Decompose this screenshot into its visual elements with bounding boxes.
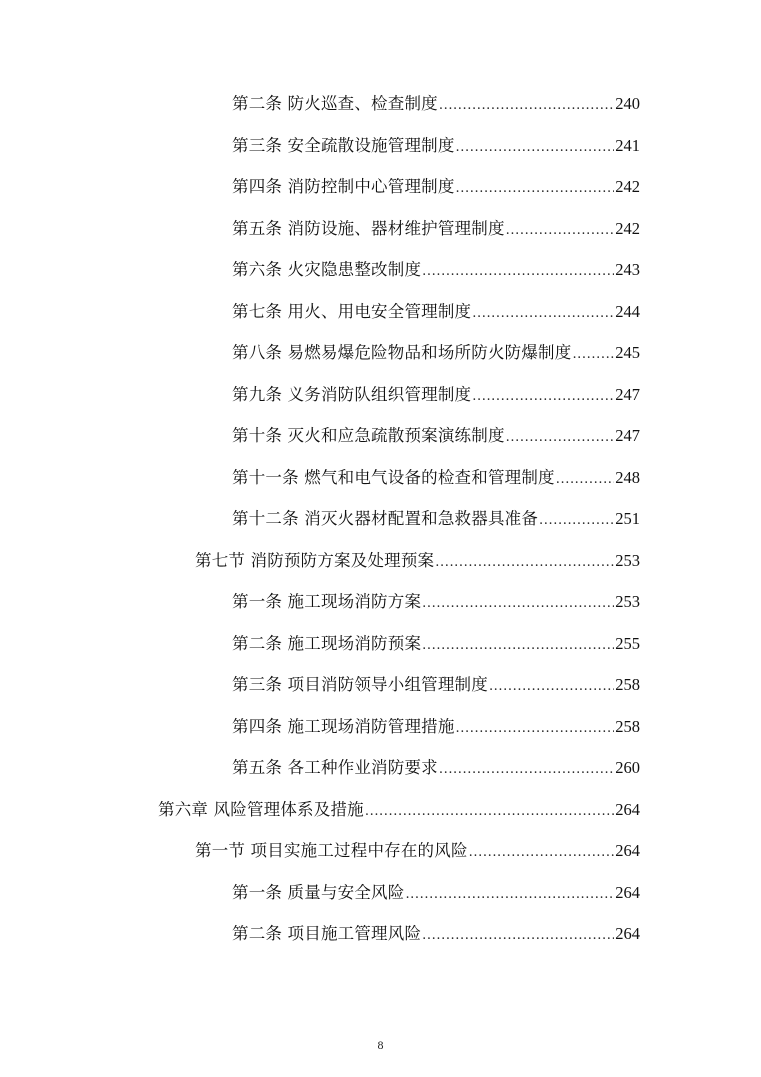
toc-entry-title: 第五条 各工种作业消防要求 (232, 758, 438, 777)
dot-leader (469, 838, 615, 868)
toc-entry-page: 242 (615, 218, 640, 238)
toc-entry-title: 第五条 消防设施、器材维护管理制度 (232, 218, 505, 238)
dot-leader (489, 672, 614, 702)
toc-entry-title: 第三条 安全疏散设施管理制度 (232, 135, 455, 155)
dot-leader (422, 921, 614, 951)
toc-entry-title: 第十二条 消灭火器材配置和急救器具准备 (232, 509, 539, 528)
toc-entry-title: 第三条 项目消防领导小组管理制度 (232, 675, 488, 694)
toc-entry-page: 242 (615, 177, 640, 196)
toc-entry-title: 第四条 消防控制中心管理制度 (232, 177, 455, 196)
toc-entry-page: 264 (615, 924, 640, 943)
toc-entry-page: 247 (615, 426, 640, 445)
toc-entry[interactable] (158, 795, 640, 825)
dot-leader (439, 755, 614, 785)
dot-leader (472, 382, 614, 412)
toc-entry-title: 第十条 灭火和应急疏散预案演练制度 (232, 426, 505, 445)
toc-entry[interactable] (232, 919, 640, 949)
toc-entry[interactable] (232, 214, 640, 244)
dot-leader (472, 299, 614, 329)
toc-entry-page: 253 (615, 592, 640, 611)
toc-entry-page: 244 (615, 301, 640, 321)
toc-entry-title: 第六条 火灾隐患整改制度 (232, 260, 422, 279)
toc-entry-page: 241 (615, 135, 640, 155)
dot-leader (365, 797, 614, 827)
toc-entry[interactable] (232, 629, 640, 659)
toc-entry-page: 255 (615, 633, 640, 653)
toc-entry-page: 253 (615, 550, 640, 570)
dot-leader (539, 506, 614, 536)
toc-entry[interactable] (232, 255, 640, 285)
toc-entry[interactable] (195, 546, 640, 576)
toc-entry-title: 第二条 施工现场消防预案 (232, 633, 422, 653)
dot-leader (506, 216, 615, 246)
toc-entry-title: 第一条 质量与安全风险 (232, 882, 405, 902)
dot-leader (422, 257, 614, 287)
toc-entry[interactable] (232, 380, 640, 410)
toc-entry-title: 第一节 项目实施工过程中存在的风险 (195, 841, 468, 860)
toc-entry-page: 251 (615, 509, 640, 528)
toc-entry-page: 240 (615, 94, 640, 113)
dot-leader (422, 589, 614, 619)
toc-entry-title: 第二条 防火巡查、检查制度 (232, 94, 438, 113)
dot-leader (572, 340, 614, 370)
toc-entry-page: 264 (615, 882, 640, 902)
toc-entry-title: 第十一条 燃气和电气设备的检查和管理制度 (232, 467, 555, 487)
toc-entry-title: 第八条 易燃易爆危险物品和场所防火防爆制度 (232, 343, 572, 362)
dot-leader (506, 423, 615, 453)
toc-entry[interactable] (232, 712, 640, 742)
dot-leader (556, 465, 615, 495)
dot-leader (405, 880, 614, 910)
toc-entry[interactable] (232, 172, 640, 202)
toc-entry-page: 247 (615, 384, 640, 404)
toc-entry[interactable] (232, 338, 640, 368)
toc-entry-page: 245 (615, 343, 640, 362)
toc-entry[interactable] (232, 421, 640, 451)
toc-entry[interactable] (232, 670, 640, 700)
toc-entry[interactable] (195, 836, 640, 866)
toc-entry[interactable] (232, 297, 640, 327)
toc-entry[interactable] (232, 587, 640, 617)
toc-entry-page: 258 (615, 716, 640, 736)
toc-entry[interactable] (232, 504, 640, 534)
toc-entry[interactable] (232, 131, 640, 161)
toc-entry-page: 260 (615, 758, 640, 777)
toc-entry-title: 第七节 消防预防方案及处理预案 (195, 550, 435, 570)
toc-entry-page: 258 (615, 675, 640, 694)
toc-entry-title: 第一条 施工现场消防方案 (232, 592, 422, 611)
toc-entry-page: 243 (615, 260, 640, 279)
dot-leader (439, 91, 614, 121)
toc-entry[interactable] (232, 753, 640, 783)
dot-leader (456, 133, 615, 163)
dot-leader (435, 548, 614, 578)
toc-entry[interactable] (232, 463, 640, 493)
toc-entry-title: 第二条 项目施工管理风险 (232, 924, 422, 943)
toc-entry-title: 第七条 用火、用电安全管理制度 (232, 301, 472, 321)
dot-leader (456, 174, 615, 204)
toc-entry[interactable] (232, 89, 640, 119)
dot-leader (422, 631, 614, 661)
toc-entry-title: 第四条 施工现场消防管理措施 (232, 716, 455, 736)
toc-entry-page: 248 (615, 467, 640, 487)
toc-entry-page: 264 (615, 841, 640, 860)
toc-entry-page: 264 (615, 799, 640, 819)
dot-leader (456, 714, 615, 744)
toc-entry-title: 第九条 义务消防队组织管理制度 (232, 384, 472, 404)
footer-page-number: 8 (377, 1038, 384, 1052)
toc-entry-title: 第六章 风险管理体系及措施 (158, 799, 364, 819)
toc-entry[interactable] (232, 878, 640, 908)
